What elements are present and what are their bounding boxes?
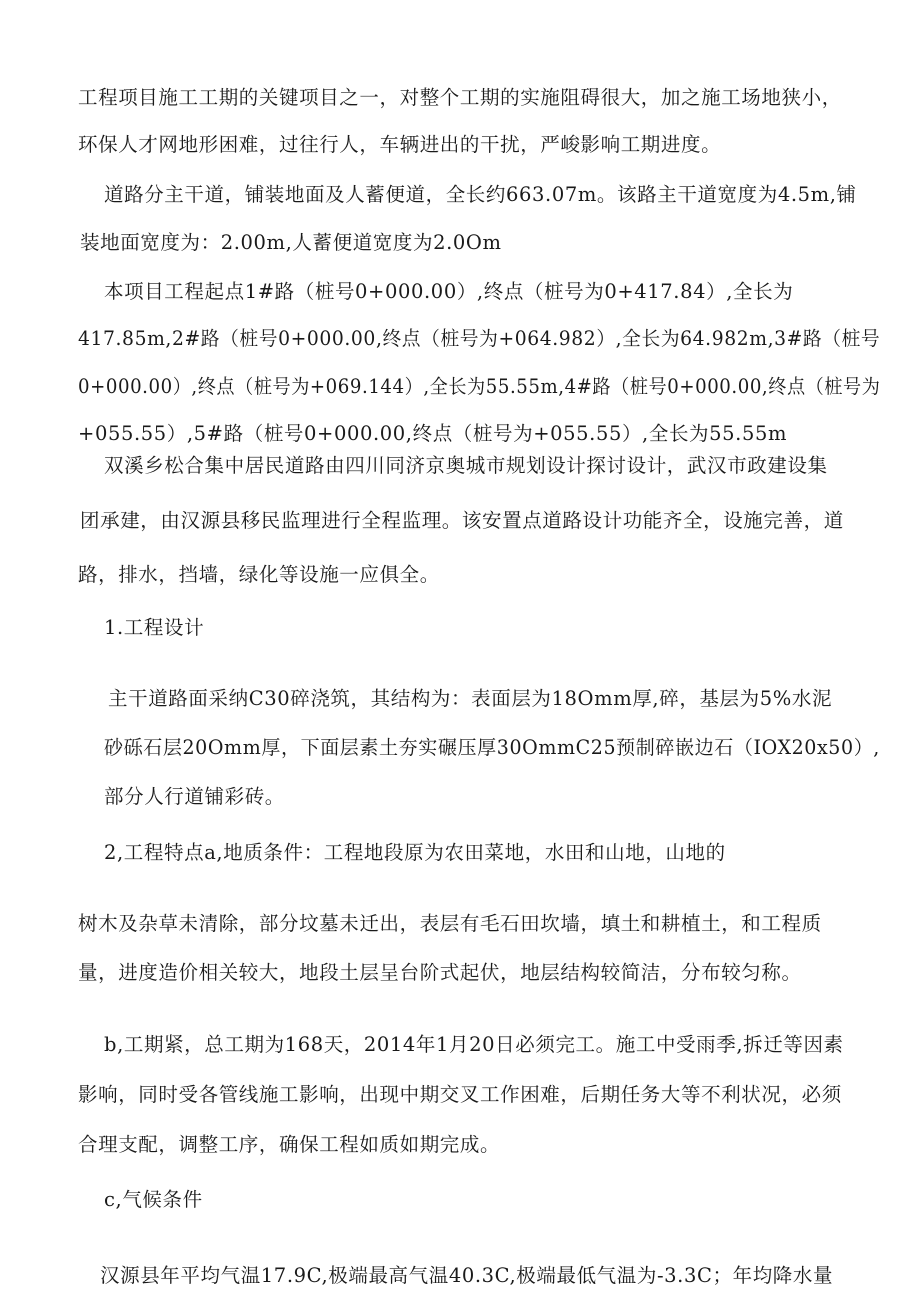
section-heading: c,气候条件	[104, 1188, 203, 1211]
text-line: 部分人行道铺彩砖。	[104, 785, 285, 808]
text-line: 装地面宽度为：2.00m,人蓄便道宽度为2.0Om	[80, 231, 502, 254]
text-line: 合理支配，调整工序，确保工程如质如期完成。	[78, 1133, 501, 1156]
text-line: 环保人才网地形困难，过往行人，车辆进出的干扰，严峻影响工期进度。	[78, 133, 722, 156]
text-line: 路，排水，挡墙，绿化等设施一应俱全。	[78, 563, 440, 586]
text-line: 417.85m,2#路（桩号0+000.00,终点（桩号为+064.982）,全长为64.982m,3#路（桩号	[78, 327, 881, 350]
text-line: 砂砾石层20Omm厚，下面层素土夯实碾压厚30OmmC25预制碎嵌边石（IOX20x50）,	[104, 736, 880, 759]
text-line: 2,工程特点a,地质条件：工程地段原为农田菜地，水田和山地，山地的	[104, 841, 726, 864]
text-line: 0+000.00）,终点（桩号为+069.144）,全长为55.55m,4#路（桩号0+000.00,终点（桩号为	[78, 375, 881, 398]
text-line: 影响，同时受各管线施工影响，出现中期交叉工作困难，后期任务大等不利状况，必须	[78, 1083, 842, 1106]
section-heading: 1.工程设计	[104, 616, 205, 639]
text-line: +055.55）,5#路（桩号0+000.00,终点（桩号为+055.55）,全长为55.55m	[78, 422, 788, 445]
text-line: 主干道路面采纳C30碎浇筑，其结构为：表面层为18Omm厚,碎，基层为5%水泥	[108, 687, 833, 710]
text-line: 本项目工程起点1#路（桩号0+000.00）,终点（桩号为0+417.84）,全长为	[104, 280, 794, 303]
text-line: b,工期紧，总工期为168天，2014年1月20日必须完工。施工中受雨季,拆迁等因素	[104, 1033, 844, 1056]
text-line: 双溪乡松合集中居民道路由四川同济京奥城市规划设计探讨设计，武汉市政建设集	[104, 454, 828, 477]
text-line: 树木及杂草未清除，部分坟墓未迁出，表层有毛石田坎墙，填土和耕植土，和工程质	[78, 912, 822, 935]
text-line: 汉源县年平均气温17.9C,极端最高气温40.3C,极端最低气温为-3.3C；年均降水量	[100, 1264, 834, 1287]
text-line: 团承建，由汉源县移民监理进行全程监理。该安置点道路设计功能齐全，设施完善，道	[80, 509, 844, 532]
text-line: 道路分主干道，铺装地面及人蓄便道，全长约663.07m。该路主干道宽度为4.5m,铺	[104, 183, 857, 206]
text-line: 量，进度造价相关较大，地段土层呈台阶式起伏，地层结构较简洁，分布较匀称。	[78, 961, 802, 984]
text-line: 工程项目施工工期的关键项目之一，对整个工期的实施阻碍很大，加之施工场地狭小，	[78, 86, 842, 109]
